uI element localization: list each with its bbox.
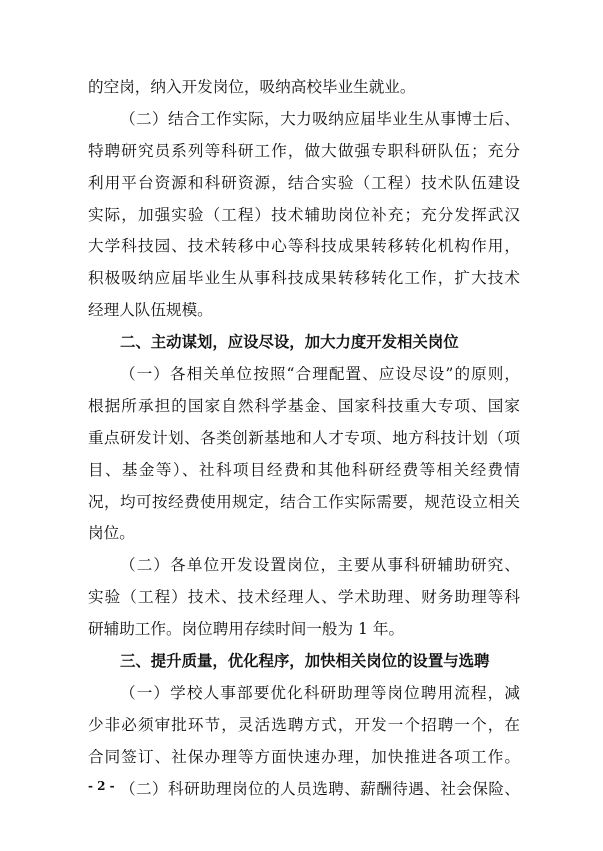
paragraph-line: （二）科研助理岗位的人员选聘、薪酬待遇、社会保险、 [120,779,520,798]
paragraph-line: 的空岗，纳入开发岗位，吸纳高校毕业生就业。 [88,78,416,96]
paragraph-line: （二）各单位开发设置岗位，主要从事科研辅助研究、 [120,556,520,575]
paragraph-line: 况，均可按经费使用规定，结合工作实际需要，规范设立相关 [88,492,520,511]
paragraph-line: 特聘研究员系列等科研工作，做大做强专职科研队伍；充分 [88,141,520,160]
body-text [88,72,520,805]
paragraph-line: 实验（工程）技术、技术经理人、学术助理、财务助理等科 [88,588,520,607]
page-number: - 2 - [88,779,115,793]
paragraph-line: 积极吸纳应届毕业生从事科技成果转移转化工作，扩大技术 [88,269,520,288]
paragraph-line: 大学科技园、技术转移中心等科技成果转移转化机构作用， [88,237,520,256]
section-heading: 二、主动谋划，应设尽设，加大力度开发相关岗位 [120,333,459,352]
paragraph-line: （一）各相关单位按照“合理配置、应设尽设”的原则， [120,365,520,384]
paragraph-line: 合同签订、社保办理等方面快速办理，加快推进各项工作。 [88,747,520,766]
paragraph-line: （一）学校人事部要优化科研助理等岗位聘用流程，减 [120,683,520,702]
paragraph-line: 经理人队伍规模。 [88,301,213,320]
paragraph-line: 重点研发计划、各类创新基地和人才专项、地方科技计划（项 [88,428,520,447]
paragraph-line: 实际，加强实验（工程）技术辅助岗位补充；充分发挥武汉 [88,205,520,224]
paragraph-line: 目、基金等）、社科项目经费和其他科研经费等相关经费情 [88,460,520,479]
paragraph-line: 岗位。 [88,524,135,543]
paragraph-line: 根据所承担的国家自然科学基金、国家科技重大专项、国家 [88,396,520,415]
paragraph-line: 利用平台资源和科研资源，结合实验（工程）技术队伍建设 [88,173,520,192]
paragraph-line: （二）结合工作实际，大力吸纳应届毕业生从事博士后、 [120,109,520,128]
section-heading: 三、提升质量，优化程序，加快相关岗位的设置与选聘 [120,652,490,671]
paragraph-line: 少非必须审批环节，灵活选聘方式，开发一个招聘一个，在 [88,715,520,734]
paragraph-line: 研辅助工作。岗位聘用存续时间一般为 1 年。 [88,620,405,639]
